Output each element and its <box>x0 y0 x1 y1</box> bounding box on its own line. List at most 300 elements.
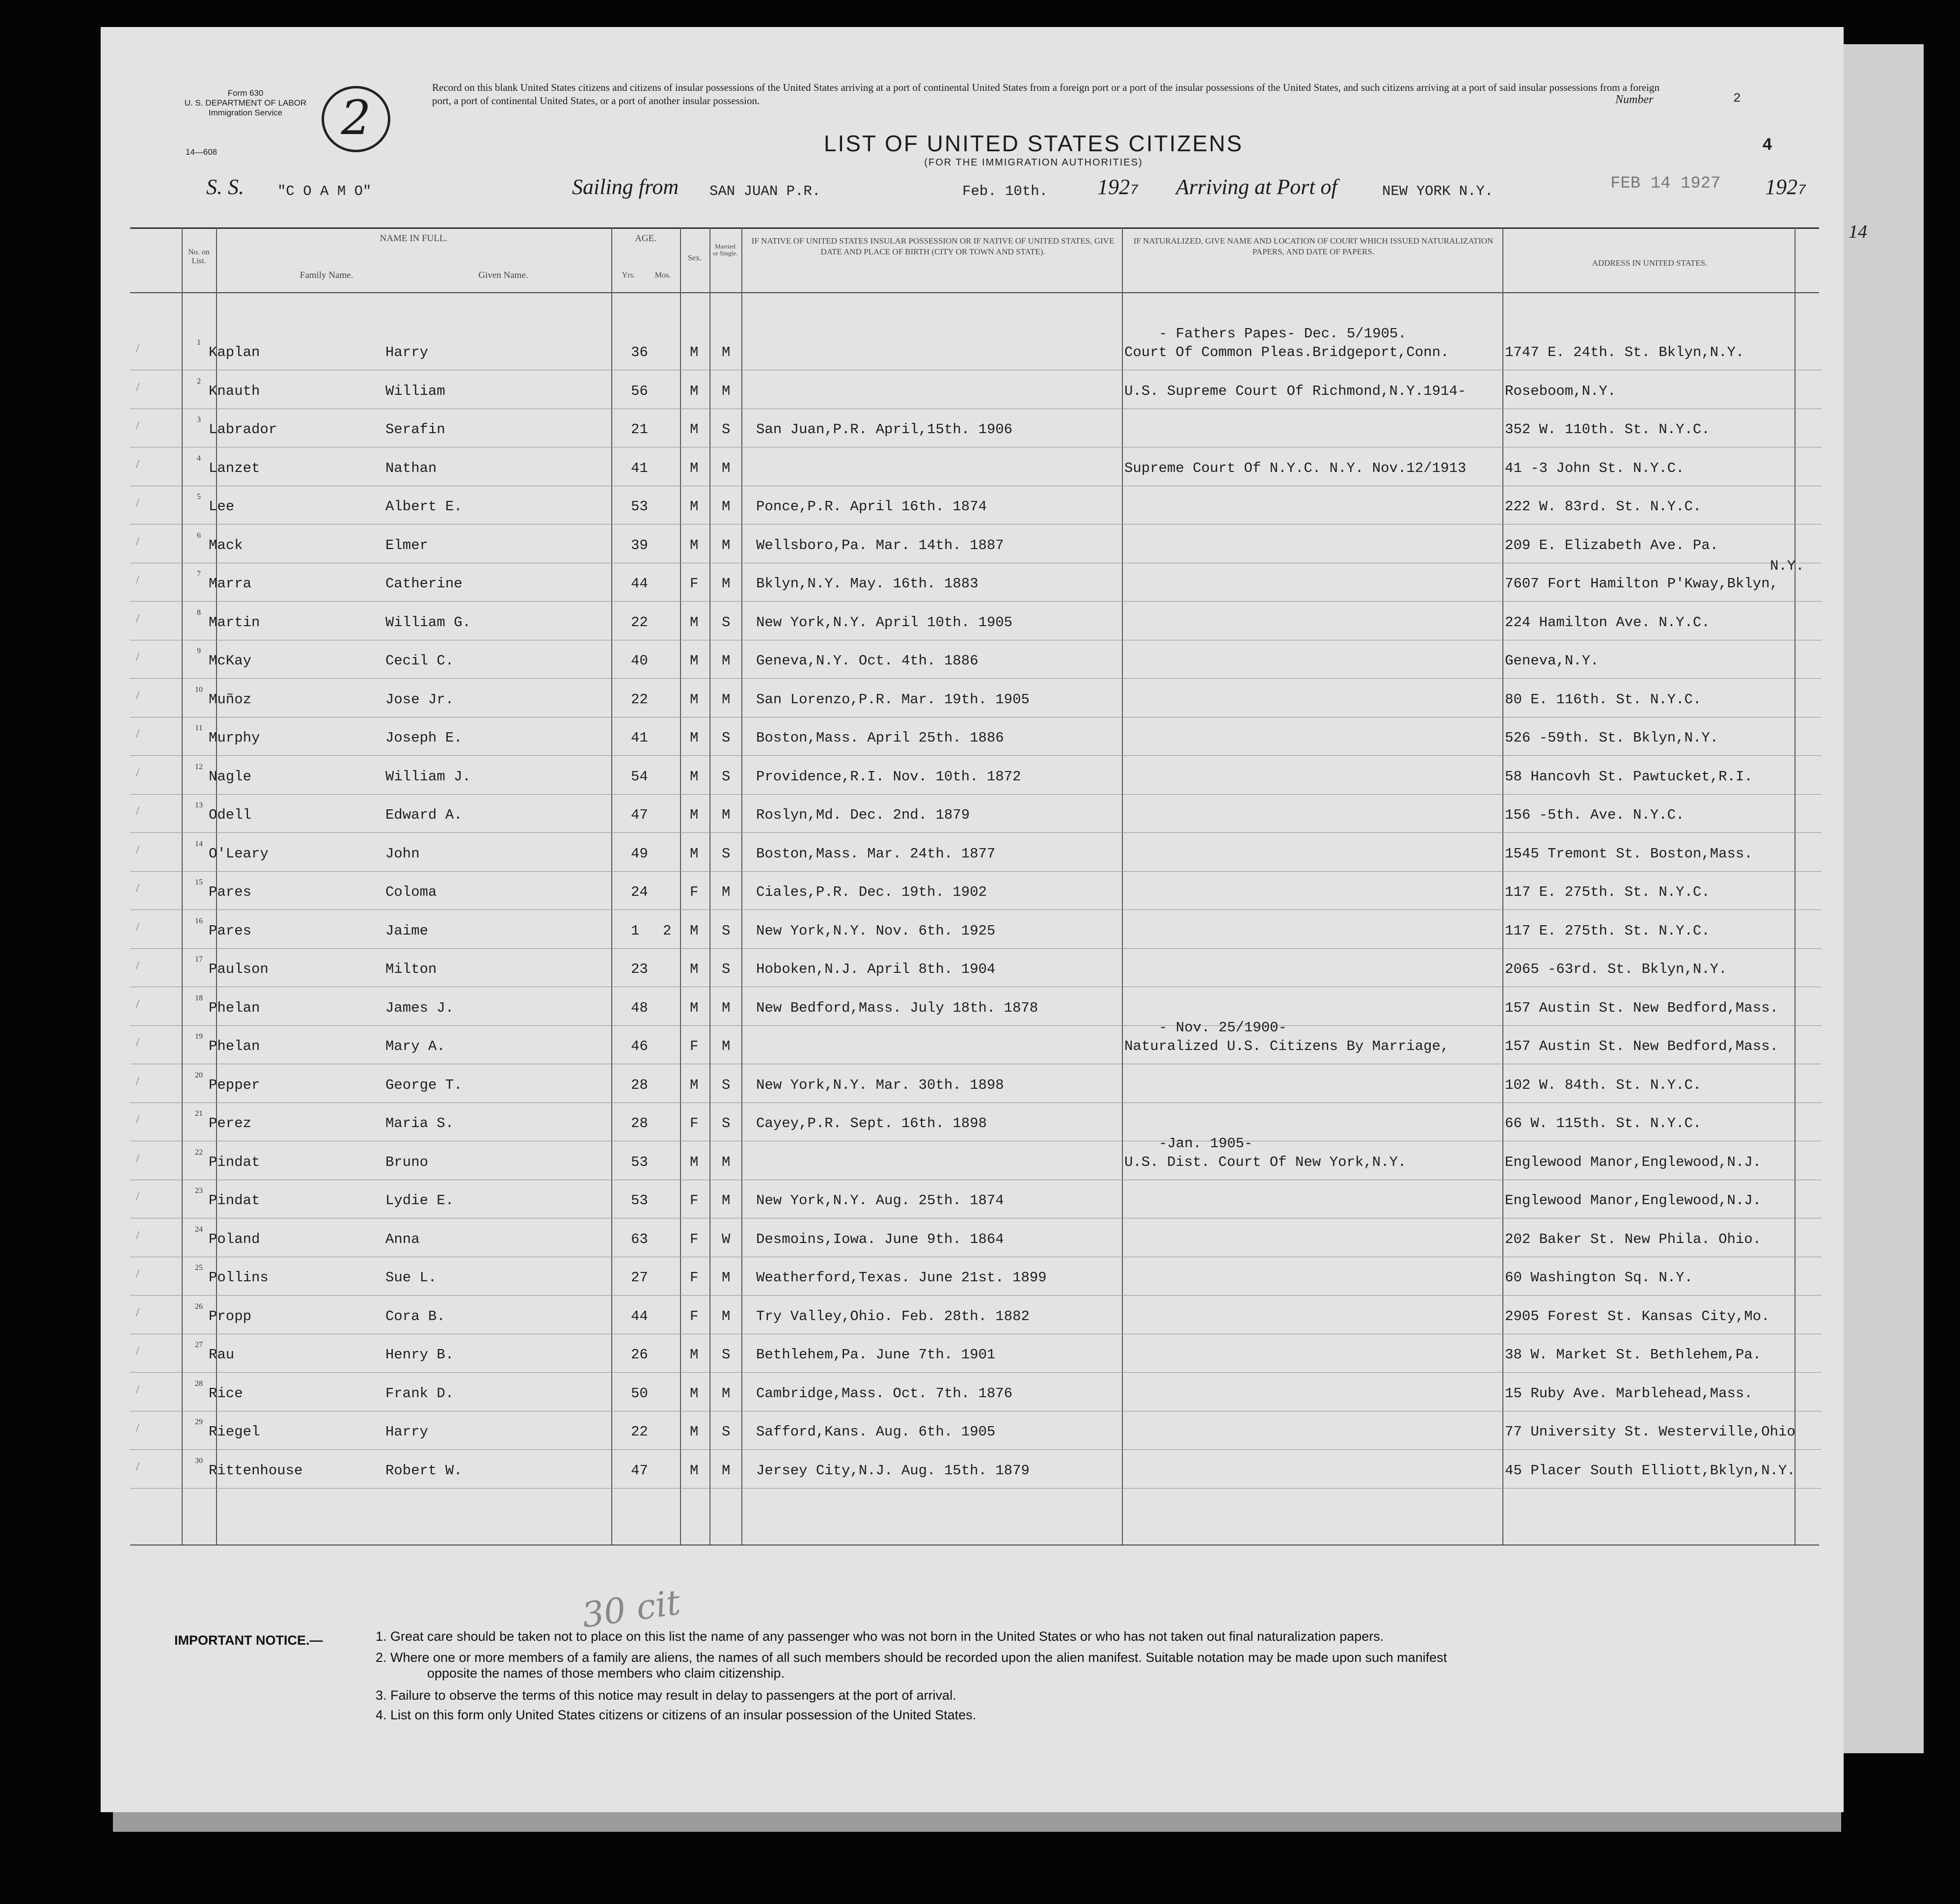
marital-status: M <box>722 537 731 553</box>
marital-status: M <box>722 498 731 515</box>
address: 117 E. 275th. St. N.Y.C. <box>1505 922 1710 939</box>
check-mark: / <box>136 920 139 934</box>
family-name: Poland <box>209 1231 260 1247</box>
table-row <box>130 1373 1822 1411</box>
sex: M <box>690 1154 699 1170</box>
list-number: 24 <box>195 1225 203 1234</box>
address: 15 Ruby Ave. Marblehead,Mass. <box>1505 1385 1753 1402</box>
notice-item-3: 3. Failure to observe the terms of this notice may result in delay to passengers at the port of arrival. <box>376 1688 956 1703</box>
sex: M <box>690 460 699 476</box>
birth-place-date: Ponce,P.R. April 16th. 1874 <box>756 498 987 515</box>
address: 117 E. 275th. St. N.Y.C. <box>1505 884 1710 900</box>
birth-place-date: Weatherford,Texas. June 21st. 1899 <box>756 1269 1047 1286</box>
marital-status: M <box>722 1192 731 1209</box>
address: 222 W. 83rd. St. N.Y.C. <box>1505 498 1702 515</box>
given-name: John <box>385 845 420 862</box>
given-name: Frank D. <box>385 1385 454 1402</box>
list-number: 16 <box>195 916 203 925</box>
table-row <box>130 486 1822 524</box>
col-header-mos: Mos. <box>654 271 671 279</box>
address: 526 -59th. St. Bklyn,N.Y. <box>1505 730 1719 746</box>
age-years: 26 <box>631 1347 648 1363</box>
family-name: Riegel <box>209 1424 260 1440</box>
family-name: Kaplan <box>209 344 260 360</box>
marital-status: S <box>722 614 731 631</box>
check-mark: / <box>136 805 139 818</box>
birth-place-date: San Juan,P.R. April,15th. 1906 <box>756 421 1013 438</box>
given-name: James J. <box>385 999 454 1016</box>
table-top-rule <box>130 227 1819 229</box>
table-row <box>130 948 1822 987</box>
sex: M <box>690 421 699 438</box>
check-mark: / <box>136 728 139 741</box>
col-header-married: Married or Single. <box>712 243 738 257</box>
naturalization: Naturalized U.S. Citizens By Marriage, <box>1124 1038 1449 1054</box>
from-port: SAN JUAN P.R. <box>709 183 821 199</box>
sex: M <box>690 1347 699 1363</box>
birth-place-date: Safford,Kans. Aug. 6th. 1905 <box>756 1424 996 1440</box>
sex: F <box>690 1231 699 1247</box>
age-years: 21 <box>631 421 648 438</box>
sex: F <box>690 1308 699 1325</box>
birth-place-date: Hoboken,N.J. April 8th. 1904 <box>756 961 996 977</box>
col-header-address: ADDRESS IN UNITED STATES. <box>1592 258 1708 268</box>
table-row <box>130 524 1822 563</box>
family-name: Phelan <box>209 1038 260 1054</box>
birth-place-date: New York,N.Y. Mar. 30th. 1898 <box>756 1076 1004 1093</box>
marital-status: M <box>722 1038 731 1054</box>
address: 202 Baker St. New Phila. Ohio. <box>1505 1231 1762 1247</box>
table-row <box>130 1296 1822 1334</box>
check-mark: / <box>136 381 139 394</box>
given-name: Serafin <box>385 421 445 438</box>
family-name: Propp <box>209 1308 252 1325</box>
given-name: Catherine <box>385 576 463 592</box>
address: 1747 E. 24th. St. Bklyn,N.Y. <box>1505 344 1744 360</box>
table-row <box>130 447 1822 486</box>
col-header-birth: IF NATIVE OF UNITED STATES INSULAR POSSESSION OR IF NATIVE OF UNITED STATES, GIVE DATE AND PLACE OF BIRTH (CITY OR TOWN AND STATE). <box>751 236 1115 256</box>
address: Englewood Manor,Englewood,N.J. <box>1505 1154 1762 1170</box>
family-name: Labrador <box>209 421 277 438</box>
table-row <box>130 1450 1822 1489</box>
birth-place-date: New York,N.Y. April 10th. 1905 <box>756 614 1013 631</box>
table-row <box>130 717 1822 756</box>
family-name: Martin <box>209 614 260 631</box>
birth-place-date: San Lorenzo,P.R. Mar. 19th. 1905 <box>756 691 1030 708</box>
age-years: 24 <box>631 884 648 900</box>
adjacent-page-edge <box>1830 44 1924 1753</box>
given-name: Coloma <box>385 884 437 900</box>
list-number: 11 <box>195 724 203 732</box>
address: 80 E. 116th. St. N.Y.C. <box>1505 691 1702 708</box>
form-header <box>172 88 319 118</box>
marital-status: M <box>722 460 731 476</box>
birth-place-date: Wellsboro,Pa. Mar. 14th. 1887 <box>756 537 1004 553</box>
given-name: Milton <box>385 961 437 977</box>
family-name: Pares <box>209 884 252 900</box>
marital-status: M <box>722 884 731 900</box>
birth-place-date: Try Valley,Ohio. Feb. 28th. 1882 <box>756 1308 1030 1325</box>
age-months: 2 <box>663 922 672 939</box>
naturalization: Supreme Court Of N.Y.C. N.Y. Nov.12/1913 <box>1124 460 1467 476</box>
col-header-yrs: Yrs. <box>622 271 635 279</box>
given-name: Edward A. <box>385 807 463 823</box>
marital-status: S <box>722 1424 731 1440</box>
marital-status: M <box>722 1308 731 1325</box>
table-row <box>130 1020 1822 1064</box>
notice-item-2-continued: opposite the names of those members who claim citizenship. <box>427 1666 785 1681</box>
age-years: 53 <box>631 498 648 515</box>
birth-place-date: Roslyn,Md. Dec. 2nd. 1879 <box>756 807 970 823</box>
given-name: Nathan <box>385 460 437 476</box>
sex: F <box>690 576 699 592</box>
check-mark: / <box>136 342 139 355</box>
list-number: 27 <box>195 1341 203 1349</box>
family-name: Knauth <box>209 383 260 399</box>
check-mark: / <box>136 1345 139 1357</box>
table-row <box>130 1218 1822 1257</box>
ss-label: S. S. <box>206 175 244 199</box>
list-number: 10 <box>195 685 203 694</box>
naturalization: U.S. Supreme Court Of Richmond,N.Y.1914- <box>1124 383 1467 399</box>
age-years: 22 <box>631 1424 648 1440</box>
table-row <box>130 558 1822 602</box>
table-row <box>130 871 1822 910</box>
list-number: 18 <box>195 993 203 1002</box>
family-name: Pindat <box>209 1154 260 1170</box>
check-mark: / <box>136 1268 139 1280</box>
address: 45 Placer South Elliott,Bklyn,N.Y. <box>1505 1462 1796 1479</box>
check-mark: / <box>136 497 139 509</box>
check-mark: / <box>136 997 139 1011</box>
age-years: 22 <box>631 691 648 708</box>
table-row <box>130 640 1822 679</box>
sailing-label: Sailing from <box>572 175 679 199</box>
birth-place-date: Cambridge,Mass. Oct. 7th. 1876 <box>756 1385 1013 1402</box>
address: 156 -5th. Ave. N.Y.C. <box>1505 807 1685 823</box>
table-row <box>130 1180 1822 1218</box>
address: 7607 Fort Hamilton P'Kway,Bklyn, <box>1505 576 1778 592</box>
age-years: 40 <box>631 653 648 669</box>
sex: M <box>690 999 699 1016</box>
address: 41 -3 John St. N.Y.C. <box>1505 460 1685 476</box>
sex: F <box>690 884 699 900</box>
sex: M <box>690 653 699 669</box>
list-number: 8 <box>197 608 201 617</box>
list-number: 14 <box>195 839 203 848</box>
family-name: Perez <box>209 1115 252 1131</box>
table-row <box>130 679 1822 717</box>
sex: M <box>690 730 699 746</box>
marital-status: M <box>722 807 731 823</box>
check-mark: / <box>136 1152 139 1165</box>
birth-place-date: Bklyn,N.Y. May. 16th. 1883 <box>756 576 979 592</box>
col-header-naturalized: IF NATURALIZED, GIVE NAME AND LOCATION OF COURT WHICH ISSUED NATURALIZATION PAPERS, AND DATE OF PAPERS. <box>1133 236 1494 256</box>
form-instructions: Record on this blank United States citizens and citizens of insular possessions of the United States arriving at a port of continental United States from a foreign port or a port of the insular possessions of the United States, and such citizens arriving at a port of said insular possessions from a foreign port, a port of continental United States, or a port of another insular possession. <box>432 82 1660 107</box>
address: 157 Austin St. New Bedford,Mass. <box>1505 1038 1778 1054</box>
table-row <box>130 1411 1822 1450</box>
age-years: 39 <box>631 537 648 553</box>
list-number: 1 <box>197 338 201 347</box>
address: 38 W. Market St. Bethlehem,Pa. <box>1505 1347 1762 1363</box>
corner-mark: 14 <box>1849 221 1867 242</box>
check-mark: / <box>136 1229 139 1242</box>
family-name: O'Leary <box>209 845 269 862</box>
check-mark: / <box>136 1460 139 1473</box>
circled-hand-number: 2 <box>322 86 390 152</box>
arriving-label: Arriving at Port of <box>1176 175 1337 199</box>
number-label: Number <box>1615 93 1654 106</box>
address: 58 Hancovh St. Pawtucket,R.I. <box>1505 768 1753 785</box>
col-header-no: No. on List. <box>188 248 210 265</box>
sex: F <box>690 1115 699 1131</box>
manifest-page <box>101 27 1867 1812</box>
check-mark: / <box>136 1036 139 1049</box>
col-header-family: Family Name. <box>299 270 354 280</box>
page-title: LIST OF UNITED STATES CITIZENS <box>823 131 1244 156</box>
family-name: Rittenhouse <box>209 1462 303 1479</box>
list-number: 29 <box>195 1418 203 1426</box>
col-header-sex: Sex. <box>688 254 702 262</box>
table-row <box>130 326 1822 370</box>
form-code: 14—608 <box>185 147 218 157</box>
service-name: Immigration Service <box>208 108 283 117</box>
family-name: Pepper <box>209 1076 260 1093</box>
age-years: 50 <box>631 1385 648 1402</box>
marital-status: S <box>722 922 731 939</box>
notice-item-2: 2. Where one or more members of a family are aliens, the names of all such members should be recorded upon the alien manifest. Suitable notation may be made upon such manifest <box>376 1650 1447 1665</box>
given-name: William G. <box>385 614 471 631</box>
given-name: Cora B. <box>385 1308 445 1325</box>
table-row <box>130 1135 1822 1180</box>
check-mark: / <box>136 1422 139 1435</box>
sex: M <box>690 344 699 360</box>
check-mark: / <box>136 419 139 432</box>
address: 2065 -63rd. St. Bklyn,N.Y. <box>1505 961 1727 977</box>
table-row <box>130 602 1822 640</box>
address: 1545 Tremont St. Boston,Mass. <box>1505 845 1753 862</box>
family-name: Phelan <box>209 999 260 1016</box>
age-years: 49 <box>631 845 648 862</box>
birth-place-date: Ciales,P.R. Dec. 19th. 1902 <box>756 884 987 900</box>
sex: F <box>690 1038 699 1054</box>
marital-status: M <box>722 344 731 360</box>
check-mark: / <box>136 1190 139 1203</box>
family-name: Paulson <box>209 961 269 977</box>
check-mark: / <box>136 689 139 702</box>
sheet-page-number: 4 <box>1763 135 1772 154</box>
birth-place-date: Jersey City,N.J. Aug. 15th. 1879 <box>756 1462 1030 1479</box>
check-mark: / <box>136 574 139 586</box>
list-number: 17 <box>195 955 203 964</box>
birth-place-date: Desmoins,Iowa. June 9th. 1864 <box>756 1231 1004 1247</box>
arrive-year-digit: 7 <box>1797 182 1806 198</box>
age-years: 36 <box>631 344 648 360</box>
col-header-given: Given Name. <box>478 270 528 280</box>
family-name: McKay <box>209 653 252 669</box>
check-mark: / <box>136 1113 139 1126</box>
list-number: 20 <box>195 1071 203 1079</box>
age-years: 56 <box>631 383 648 399</box>
address: 352 W. 110th. St. N.Y.C. <box>1505 421 1710 438</box>
birth-place-date: New York,N.Y. Aug. 25th. 1874 <box>756 1192 1004 1209</box>
birth-place-date: New Bedford,Mass. July 18th. 1878 <box>756 999 1038 1016</box>
check-mark: / <box>136 882 139 895</box>
pencil-note: 30 cit <box>579 1582 683 1636</box>
department-name: U. S. DEPARTMENT OF LABOR <box>184 98 307 108</box>
marital-status: M <box>722 653 731 669</box>
address: 66 W. 115th. St. N.Y.C. <box>1505 1115 1702 1131</box>
address: 2905 Forest St. Kansas City,Mo. <box>1505 1308 1770 1325</box>
family-name: Murphy <box>209 730 260 746</box>
age-years: 53 <box>631 1154 648 1170</box>
family-name: Pollins <box>209 1269 269 1286</box>
given-name: William J. <box>385 768 471 785</box>
page-subtitle: (FOR THE IMMIGRATION AUTHORITIES) <box>924 157 1143 168</box>
family-name: Mack <box>209 537 243 553</box>
age-years: 44 <box>631 1308 648 1325</box>
list-number: 9 <box>197 647 201 655</box>
given-name: Lydie E. <box>385 1192 454 1209</box>
marital-status: M <box>722 999 731 1016</box>
given-name: Cecil C. <box>385 653 454 669</box>
birth-place-date: Boston,Mass. April 25th. 1886 <box>756 730 1004 746</box>
list-number: 15 <box>195 878 203 886</box>
sex: M <box>690 691 699 708</box>
given-name: Albert E. <box>385 498 463 515</box>
marital-status: S <box>722 421 731 438</box>
list-number: 25 <box>195 1264 203 1272</box>
check-mark: / <box>136 535 139 548</box>
list-number: 2 <box>197 377 201 386</box>
family-name: Marra <box>209 576 252 592</box>
list-number: 5 <box>197 493 201 501</box>
list-number: 28 <box>195 1379 203 1388</box>
age-years: 47 <box>631 1462 648 1479</box>
list-number: 22 <box>195 1148 203 1157</box>
naturalization: Court Of Common Pleas.Bridgeport,Conn. <box>1124 344 1449 360</box>
given-name: Sue L. <box>385 1269 437 1286</box>
given-name: Henry B. <box>385 1347 454 1363</box>
family-name: Nagle <box>209 768 252 785</box>
age-years: 28 <box>631 1115 648 1131</box>
age-years: 47 <box>631 807 648 823</box>
check-mark: / <box>136 959 139 972</box>
family-name: Rau <box>209 1347 235 1363</box>
given-name: Bruno <box>385 1154 429 1170</box>
age-years: 22 <box>631 614 648 631</box>
given-name: George T. <box>385 1076 463 1093</box>
given-name: Harry <box>385 1424 429 1440</box>
age-years: 23 <box>631 961 648 977</box>
age-years: 44 <box>631 576 648 592</box>
given-name: William <box>385 383 445 399</box>
age-years: 54 <box>631 768 648 785</box>
age-years: 41 <box>631 730 648 746</box>
marital-status: M <box>722 1269 731 1286</box>
given-name: Maria S. <box>385 1115 454 1131</box>
address: 102 W. 84th. St. N.Y.C. <box>1505 1076 1702 1093</box>
age-years: 27 <box>631 1269 648 1286</box>
form-number: Form 630 <box>227 88 264 98</box>
sex: M <box>690 537 699 553</box>
address: 60 Washington Sq. N.Y. <box>1505 1269 1693 1286</box>
given-name: Joseph E. <box>385 730 463 746</box>
address: 157 Austin St. New Bedford,Mass. <box>1505 999 1778 1016</box>
list-number: 4 <box>197 454 201 463</box>
table-row <box>130 1334 1822 1373</box>
check-mark: / <box>136 458 139 471</box>
sail-date: Feb. 10th. <box>962 183 1048 199</box>
birth-place-date: Providence,R.I. Nov. 10th. 1872 <box>756 768 1021 785</box>
birth-place-date: New York,N.Y. Nov. 6th. 1925 <box>756 922 996 939</box>
list-number: 19 <box>195 1032 203 1041</box>
address: Englewood Manor,Englewood,N.J. <box>1505 1192 1762 1209</box>
notice-heading: IMPORTANT NOTICE.— <box>174 1633 323 1648</box>
check-mark: / <box>136 1306 139 1319</box>
marital-status: S <box>722 1076 731 1093</box>
sex: M <box>690 498 699 515</box>
given-name: Elmer <box>385 537 429 553</box>
sail-year-digit: 7 <box>1130 182 1139 198</box>
table-row <box>130 409 1822 447</box>
age-years: 48 <box>631 999 648 1016</box>
check-mark: / <box>136 612 139 625</box>
list-number: 30 <box>195 1456 203 1465</box>
table-row <box>130 1257 1822 1296</box>
address: 209 E. Elizabeth Ave. Pa. <box>1505 537 1719 553</box>
sail-year-prefix: 192 <box>1097 175 1130 199</box>
address: 77 University St. Westerville,Ohio <box>1505 1424 1796 1440</box>
naturalization-date-note: - Nov. 25/1900- <box>1159 1020 1287 1036</box>
sex: M <box>690 1462 699 1479</box>
col-header-name: NAME IN FULL. <box>380 233 448 244</box>
marital-status: M <box>722 1154 731 1170</box>
table-row <box>130 1103 1822 1141</box>
list-number: 21 <box>195 1109 203 1118</box>
sex: M <box>690 922 699 939</box>
col-header-age: AGE. <box>635 233 656 244</box>
list-number: 26 <box>195 1302 203 1311</box>
family-name: Lee <box>209 498 235 515</box>
marital-status: S <box>722 768 731 785</box>
table-row <box>130 370 1822 409</box>
table-row <box>130 987 1822 1026</box>
age-years: 46 <box>631 1038 648 1054</box>
family-name: Pares <box>209 922 252 939</box>
check-mark: / <box>136 766 139 779</box>
marital-status: M <box>722 691 731 708</box>
given-name: Robert W. <box>385 1462 463 1479</box>
family-name: Pindat <box>209 1192 260 1209</box>
marital-status: S <box>722 961 731 977</box>
table-row <box>130 1064 1822 1103</box>
arrive-year-prefix: 192 <box>1765 175 1797 199</box>
sex: M <box>690 1424 699 1440</box>
age-years: 63 <box>631 1231 648 1247</box>
family-name: Muñoz <box>209 691 252 708</box>
address-note: N.Y. <box>1770 558 1804 574</box>
check-mark: / <box>136 843 139 856</box>
number-value: 2 <box>1733 91 1741 106</box>
sex: M <box>690 614 699 631</box>
sex: M <box>690 1076 699 1093</box>
sex: F <box>690 1269 699 1286</box>
age-years: 1 <box>631 922 640 939</box>
notice-item-1: 1. Great care should be taken not to place on this list the name of any passenger who was not born in the United States or who has not taken out final naturalization papers. <box>376 1629 1384 1644</box>
given-name: Anna <box>385 1231 420 1247</box>
given-name: Jaime <box>385 922 429 939</box>
